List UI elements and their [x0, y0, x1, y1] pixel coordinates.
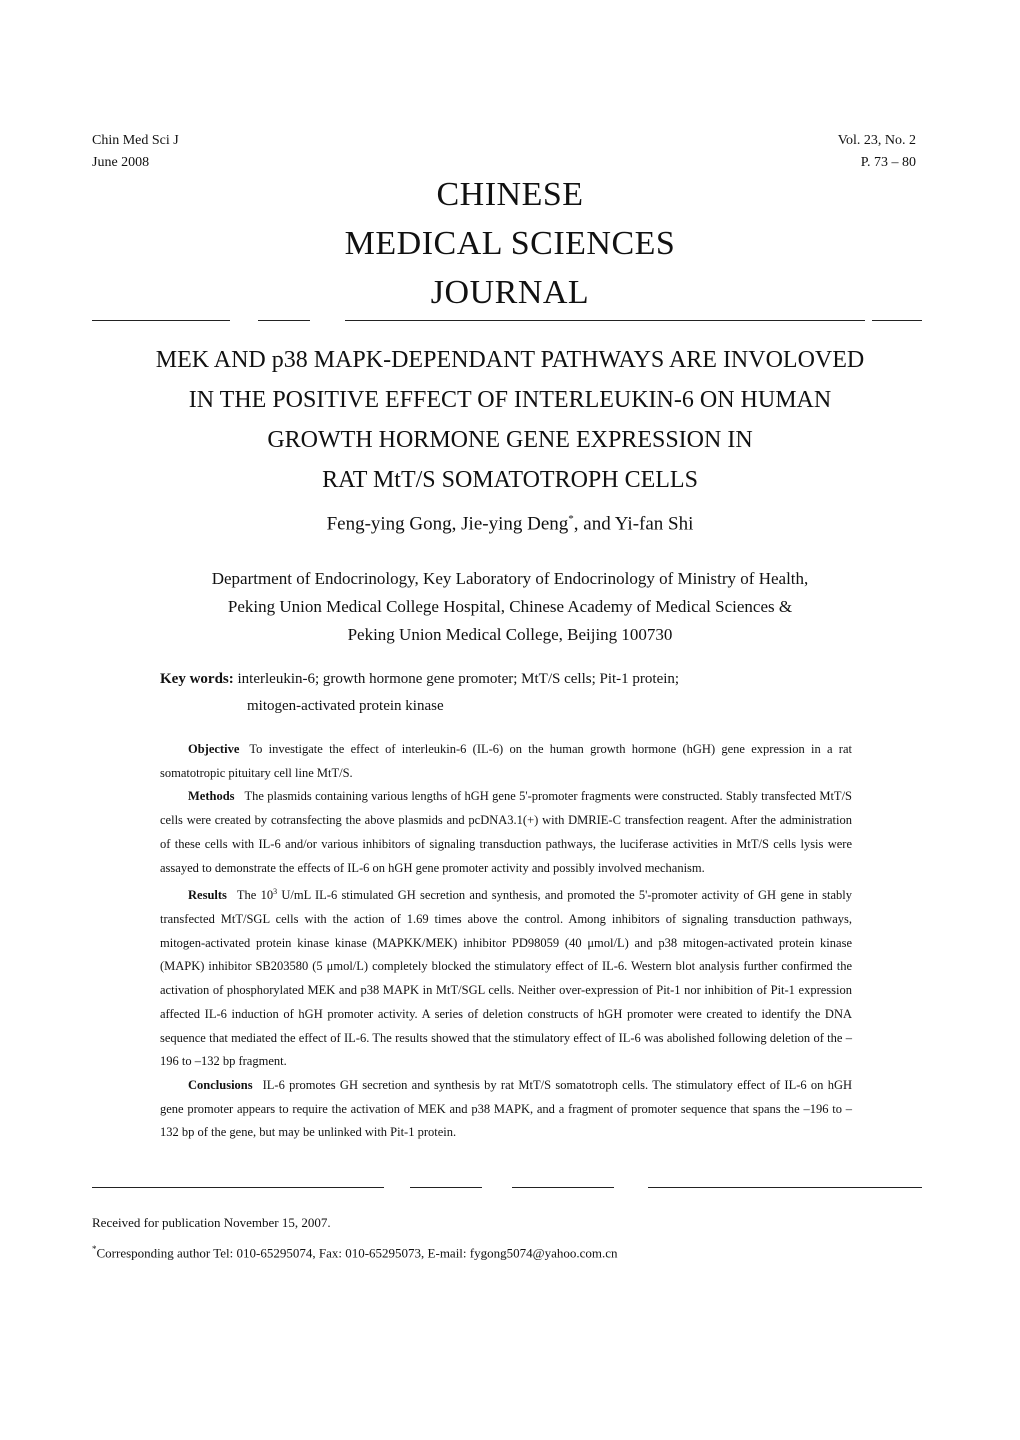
footer-rule-segment — [648, 1187, 922, 1188]
section-label: Conclusions — [188, 1078, 253, 1092]
abstract-methods — [160, 785, 852, 880]
footer-rule-segment — [512, 1187, 614, 1188]
footer-rule-segment — [410, 1187, 482, 1188]
journal-name-line: CHINESE — [436, 176, 584, 213]
page-range: P. 73 – 80 — [860, 155, 916, 170]
journal-name-line: JOURNAL — [430, 274, 590, 311]
section-text: The 10 — [236, 888, 274, 903]
affiliation-line: Department of Endocrinology, Key Laboratory of Endocrinology of Ministry of Health, — [211, 569, 809, 588]
footnotes — [92, 1210, 618, 1266]
abstract-objective — [160, 738, 852, 785]
keywords-label: Key words: — [160, 671, 234, 687]
section-text: To investigate the effect of interleukin-6 (IL-6) on the human growth hormone (hGH) gene expression in a rat somatotropic pituitary cell line MtT/S. — [160, 742, 852, 780]
section-label: Results — [188, 888, 227, 903]
corresponding-author — [92, 1236, 618, 1266]
running-header-right — [838, 130, 916, 174]
affiliation — [100, 565, 920, 649]
keywords-text: interleukin-6; growth hormone gene promoter; MtT/S cells; Pit-1 protein; — [237, 671, 680, 687]
running-header-left — [92, 130, 179, 174]
abstract-conclusions — [160, 1074, 852, 1145]
title-line: RAT MtT/S SOMATOTROPH CELLS — [322, 467, 698, 493]
affiliation-line: Peking Union Medical College Hospital, Chinese Academy of Medical Sciences & — [227, 597, 793, 616]
superscript: 3 — [273, 887, 278, 897]
authors — [0, 513, 1020, 535]
journal-abbrev: Chin Med Sci J — [92, 133, 179, 148]
header-rule-segment — [872, 320, 922, 321]
journal-name-line: MEDICAL SCIENCES — [344, 225, 676, 262]
footnote-mark: * — [92, 1244, 97, 1254]
corresponding-author-text: Corresponding author Tel: 010-65295074, Fax: 010-65295073, E-mail: fygong5074@yahoo.com.cn — [96, 1245, 618, 1261]
keywords-text: mitogen-activated protein kinase — [247, 698, 444, 714]
issue-date: June 2008 — [92, 155, 150, 170]
author-name: Jie-ying Deng — [461, 513, 569, 535]
title-line: MEK AND p38 MAPK-DEPENDANT PATHWAYS ARE INVOLOVED — [155, 347, 865, 373]
header-rule-segment — [258, 320, 310, 321]
footer-rule-segment — [92, 1187, 384, 1188]
header-rule-segment — [92, 320, 230, 321]
journal-name — [0, 170, 1020, 317]
abstract-results — [160, 880, 852, 1074]
section-label: Objective — [188, 742, 240, 756]
title-line: GROWTH HORMONE GENE EXPRESSION IN — [267, 427, 753, 453]
affiliation-line: Peking Union Medical College, Beijing 100730 — [347, 625, 673, 644]
section-text: U/mL IL-6 stimulated GH secretion and synthesis, and promoted the 5'-promoter activity of GH gene in stably transfected MtT/SGL cells with the action of 1.69 times above the control. Among inhibitors of signaling transduction pathways, mitogen-activated protein kinase kinase (MAPKK/MEK) inhibitor PD98059 (40 μmol/L) and p38 mitogen-activated protein kinase (MAPK) inhibitor SB203580 (5 μmol/L) completely blocked the stimulatory effect of IL-6. Western blot analysis further confirmed the activation of phosphorylated MEK and p38 MAPK in MtT/SGL cells. Neither over-expression of Pit-1 nor inhibition of Pit-1 expression affected IL-6 induction of hGH promoter activity. A series of deletion constructs of hGH promoter were created to identify the DNA sequence that mediated the effect of IL-6. The results showed that the stimulatory effect of IL-6 was abolished following deletion of the –196 to –132 bp fragment. — [160, 888, 852, 1069]
keywords — [160, 666, 860, 720]
corresponding-mark: * — [568, 513, 574, 525]
section-label: Methods — [188, 789, 235, 804]
volume-issue: Vol. 23, No. 2 — [837, 133, 916, 148]
received-date: Received for publication November 15, 2007. — [92, 1215, 331, 1230]
title-line: IN THE POSITIVE EFFECT OF INTERLEUKIN-6 ON HUMAN — [188, 387, 832, 413]
section-text: The plasmids containing various lengths of hGH gene 5'-promoter fragments were constructed. Stably transfected MtT/S cells were created by cotransfecting the above plasmids and pcDNA3.1(+) with DMRIE-C transfection reagent. After the administration of these cells with IL-6 and/or various inhibitors of signaling transduction pathways, the luciferase activities in MtT/S cells lysis were assayed to demonstrate the effects of IL-6 on hGH gene promoter activity and possibly involved mechanism. — [160, 789, 852, 875]
article-title — [90, 340, 930, 500]
author-name: Feng-ying Gong, — [326, 513, 457, 535]
author-name: , and Yi-fan Shi — [573, 513, 694, 535]
section-text: IL-6 promotes GH secretion and synthesis by rat MtT/S somatotroph cells. The stimulatory effect of IL-6 on hGH gene promoter appears to require the activation of MEK and p38 MAPK, and a fragment of promoter sequence that spans the –196 to –132 bp of the gene, but may be unlinked with Pit-1 protein. — [160, 1078, 852, 1140]
header-rule-segment — [345, 320, 865, 321]
abstract — [160, 738, 852, 1145]
